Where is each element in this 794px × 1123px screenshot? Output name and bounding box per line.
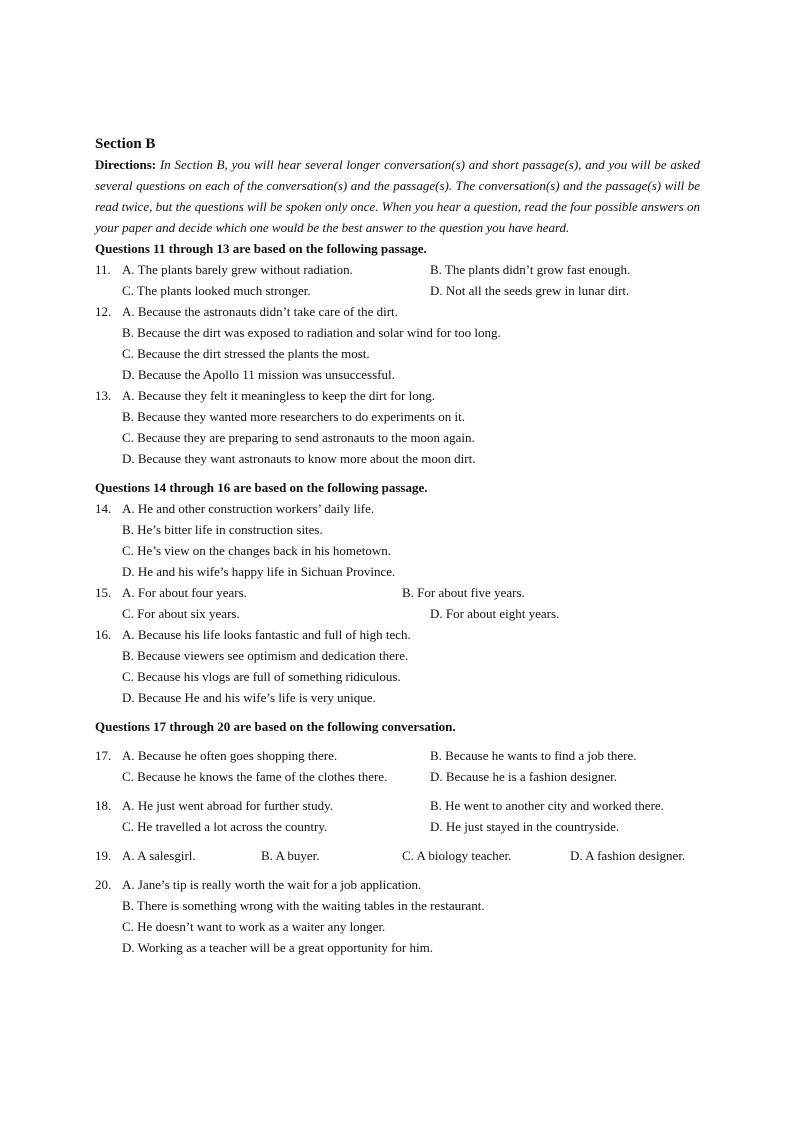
question-number: 16. xyxy=(95,627,112,642)
question-12 xyxy=(95,301,700,385)
option-d: D. Because the Apollo 11 mission was unsuccessful. xyxy=(122,367,395,382)
option-d: D. A fashion designer. xyxy=(570,848,686,863)
group-heading-11-13: Questions 11 through 13 are based on the following passage. xyxy=(95,241,427,256)
option-d: D. For about eight years. xyxy=(430,606,560,621)
option-b: B. For about five years. xyxy=(402,585,525,600)
option-c: C. Because his vlogs are full of something ridiculous. xyxy=(122,669,401,684)
question-18 xyxy=(95,795,700,837)
question-number: 11. xyxy=(95,262,111,277)
option-b: B. He went to another city and worked there. xyxy=(430,798,664,813)
question-number: 14. xyxy=(95,501,112,516)
option-b: B. Because viewers see optimism and dedication there. xyxy=(122,648,409,663)
section-title: Section B xyxy=(95,136,156,152)
option-a: A. Jane’s tip is really worth the wait for a job application. xyxy=(122,877,422,892)
option-b: B. Because they wanted more researchers to do experiments on it. xyxy=(122,409,465,424)
option-a: A. Because his life looks fantastic and full of high tech. xyxy=(122,627,411,642)
directions-label: Directions: xyxy=(95,157,157,172)
option-d: D. He and his wife’s happy life in Sichuan Province. xyxy=(122,564,396,579)
question-17 xyxy=(95,745,700,787)
question-14 xyxy=(95,498,700,582)
question-16 xyxy=(95,624,700,708)
option-b: B. Because he wants to find a job there. xyxy=(430,748,637,763)
option-b: B. He’s bitter life in construction sites. xyxy=(122,522,323,537)
option-a: A. He just went abroad for further study. xyxy=(122,798,334,813)
option-a: A. For about four years. xyxy=(122,585,247,600)
option-d: D. He just stayed in the countryside. xyxy=(430,819,620,834)
option-d: D. Because He and his wife’s life is very unique. xyxy=(122,690,376,705)
option-a: A. A salesgirl. xyxy=(122,848,196,863)
option-c: C. The plants looked much stronger. xyxy=(122,283,311,298)
question-15 xyxy=(95,582,700,624)
exam-page xyxy=(95,135,700,958)
option-c: C. Because he knows the fame of the clothes there. xyxy=(122,769,388,784)
question-20 xyxy=(95,874,700,958)
question-number: 12. xyxy=(95,304,112,319)
option-a: A. Because he often goes shopping there. xyxy=(122,748,338,763)
question-11 xyxy=(95,259,700,301)
option-c: C. He travelled a lot across the country. xyxy=(122,819,328,834)
question-number: 20. xyxy=(95,877,112,892)
option-c: C. Because they are preparing to send astronauts to the moon again. xyxy=(122,430,475,445)
option-b: B. The plants didn’t grow fast enough. xyxy=(430,262,631,277)
question-number: 18. xyxy=(95,798,112,813)
question-number: 17. xyxy=(95,748,112,763)
option-d: D. Working as a teacher will be a great opportunity for him. xyxy=(122,940,433,955)
option-b: B. A buyer. xyxy=(261,848,320,863)
option-a: A. Because the astronauts didn’t take care of the dirt. xyxy=(122,304,398,319)
option-a: A. He and other construction workers’ daily life. xyxy=(122,501,375,516)
group-heading-17-20: Questions 17 through 20 are based on the following conversation. xyxy=(95,719,456,734)
directions-text: In Section B, you will hear several longer conversation(s) and short passage(s), and you will be asked several questions on each of the conversation(s) and the passage(s). The conversation(s) and the passage(s) will be read twice, but the questions will be spoken only once. When you hear a question, read the four possible answers on your paper and decide which one would be the best answer to the question you have heard. xyxy=(95,157,700,235)
option-c: C. For about six years. xyxy=(122,606,240,621)
question-19 xyxy=(95,845,700,866)
option-c: C. Because the dirt stressed the plants the most. xyxy=(122,346,370,361)
option-d: D. Not all the seeds grew in lunar dirt. xyxy=(430,283,630,298)
directions xyxy=(95,154,700,238)
option-c: C. A biology teacher. xyxy=(402,848,512,863)
group-heading-14-16: Questions 14 through 16 are based on the following passage. xyxy=(95,480,428,495)
option-c: C. He’s view on the changes back in his hometown. xyxy=(122,543,391,558)
option-b: B. Because the dirt was exposed to radiation and solar wind for too long. xyxy=(122,325,501,340)
question-number: 15. xyxy=(95,585,112,600)
option-d: D. Because they want astronauts to know more about the moon dirt. xyxy=(122,451,476,466)
option-b: B. There is something wrong with the waiting tables in the restaurant. xyxy=(122,898,485,913)
question-number: 19. xyxy=(95,848,112,863)
option-d: D. Because he is a fashion designer. xyxy=(430,769,618,784)
question-number: 13. xyxy=(95,388,112,403)
option-a: A. Because they felt it meaningless to keep the dirt for long. xyxy=(122,388,435,403)
option-c: C. He doesn’t want to work as a waiter any longer. xyxy=(122,919,386,934)
question-13 xyxy=(95,385,700,469)
option-a: A. The plants barely grew without radiation. xyxy=(122,262,353,277)
